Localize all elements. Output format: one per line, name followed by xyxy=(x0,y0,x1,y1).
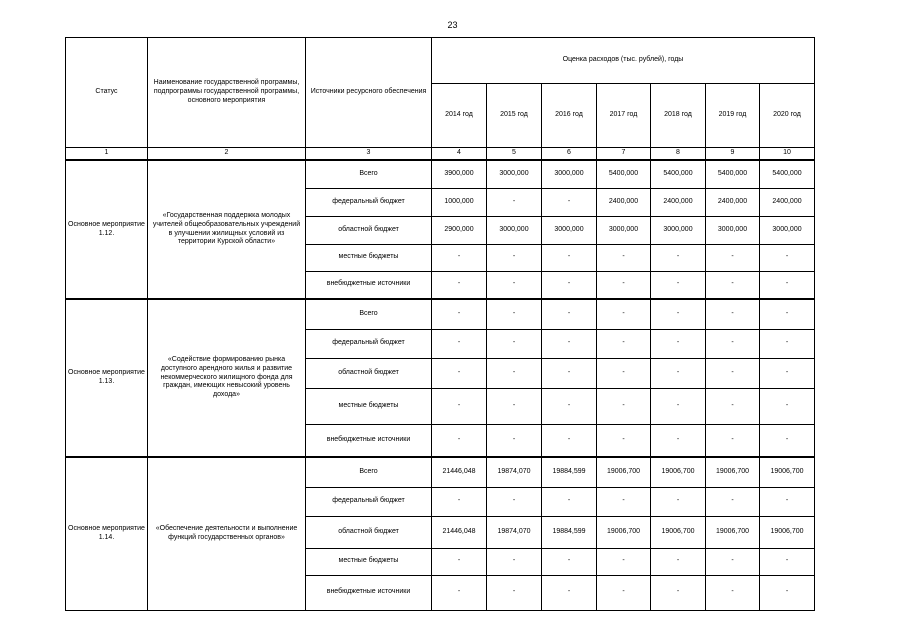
column-number: 5 xyxy=(487,148,542,161)
value-cell: - xyxy=(432,487,487,516)
value-cell: - xyxy=(487,424,542,457)
expenditure-table xyxy=(65,37,815,611)
value-cell: - xyxy=(432,424,487,457)
value-cell: - xyxy=(706,329,760,358)
value-cell: - xyxy=(760,548,815,575)
column-number: 10 xyxy=(760,148,815,161)
year-header: 2019 год xyxy=(706,84,760,148)
value-cell: 1000,000 xyxy=(432,188,487,216)
value-cell: - xyxy=(542,358,597,388)
value-cell: 19006,700 xyxy=(651,457,706,487)
value-cell: - xyxy=(706,271,760,299)
value-cell: 2400,000 xyxy=(706,188,760,216)
value-cell: 19884,599 xyxy=(542,457,597,487)
value-cell: 3000,000 xyxy=(651,216,706,244)
value-cell: 2400,000 xyxy=(651,188,706,216)
value-cell: - xyxy=(487,358,542,388)
value-cell: - xyxy=(706,244,760,271)
funding-source-cell: местные бюджеты xyxy=(306,388,432,424)
value-cell: - xyxy=(487,329,542,358)
value-cell: - xyxy=(597,244,651,271)
column-number: 9 xyxy=(706,148,760,161)
value-cell: - xyxy=(597,271,651,299)
value-cell: - xyxy=(432,271,487,299)
value-cell: 19874,070 xyxy=(487,516,542,548)
column-number: 2 xyxy=(148,148,306,161)
value-cell: - xyxy=(651,271,706,299)
value-cell: 5400,000 xyxy=(651,160,706,188)
table-row xyxy=(66,160,815,188)
value-cell: - xyxy=(542,424,597,457)
funding-source-cell: Всего xyxy=(306,457,432,487)
value-cell: - xyxy=(542,548,597,575)
value-cell: 2900,000 xyxy=(432,216,487,244)
value-cell: - xyxy=(487,388,542,424)
value-cell: - xyxy=(651,424,706,457)
table-row xyxy=(66,299,815,329)
value-cell: - xyxy=(597,487,651,516)
funding-source-cell: внебюджетные источники xyxy=(306,424,432,457)
funding-source-cell: Всего xyxy=(306,299,432,329)
value-cell: - xyxy=(651,388,706,424)
value-cell: - xyxy=(597,358,651,388)
value-cell: 19874,070 xyxy=(487,457,542,487)
value-cell: 3900,000 xyxy=(432,160,487,188)
value-cell: - xyxy=(706,548,760,575)
value-cell: - xyxy=(597,424,651,457)
column-number: 8 xyxy=(651,148,706,161)
value-cell: - xyxy=(487,548,542,575)
value-cell: - xyxy=(542,271,597,299)
value-cell: - xyxy=(597,299,651,329)
value-cell: 5400,000 xyxy=(597,160,651,188)
value-cell: 3000,000 xyxy=(706,216,760,244)
year-header: 2014 год xyxy=(432,84,487,148)
header-status: Статус xyxy=(66,38,148,148)
funding-source-cell: внебюджетные источники xyxy=(306,575,432,610)
measure-name-cell: «Государственная поддержка молодых учителей общеобразовательных учреждений в улучшении жилищных условий из территории Курской области» xyxy=(148,160,306,299)
value-cell: - xyxy=(542,188,597,216)
value-cell: - xyxy=(760,575,815,610)
value-cell: 5400,000 xyxy=(760,160,815,188)
value-cell: - xyxy=(432,575,487,610)
value-cell: - xyxy=(760,329,815,358)
value-cell: 19006,700 xyxy=(706,516,760,548)
value-cell: - xyxy=(651,329,706,358)
funding-source-cell: областной бюджет xyxy=(306,516,432,548)
value-cell: - xyxy=(597,575,651,610)
header-sources: Источники ресурсного обеспечения xyxy=(306,38,432,148)
value-cell: 21446,048 xyxy=(432,516,487,548)
year-header: 2017 год xyxy=(597,84,651,148)
funding-source-cell: федеральный бюджет xyxy=(306,188,432,216)
value-cell: - xyxy=(542,244,597,271)
value-cell: 19006,700 xyxy=(597,516,651,548)
value-cell: 21446,048 xyxy=(432,457,487,487)
value-cell: - xyxy=(487,188,542,216)
column-numbers-row xyxy=(66,148,815,161)
value-cell: - xyxy=(706,424,760,457)
column-number: 3 xyxy=(306,148,432,161)
value-cell: 19006,700 xyxy=(597,457,651,487)
measure-name-cell: «Обеспечение деятельности и выполнение функций государственных органов» xyxy=(148,457,306,610)
value-cell: 19006,700 xyxy=(706,457,760,487)
funding-source-cell: областной бюджет xyxy=(306,216,432,244)
value-cell: 3000,000 xyxy=(760,216,815,244)
value-cell: - xyxy=(706,575,760,610)
value-cell: - xyxy=(651,299,706,329)
value-cell: - xyxy=(542,487,597,516)
value-cell: 19006,700 xyxy=(651,516,706,548)
year-header: 2016 год xyxy=(542,84,597,148)
value-cell: 2400,000 xyxy=(597,188,651,216)
value-cell: - xyxy=(432,358,487,388)
value-cell: 3000,000 xyxy=(597,216,651,244)
value-cell: - xyxy=(542,329,597,358)
value-cell: 3000,000 xyxy=(487,216,542,244)
table-row xyxy=(66,457,815,487)
value-cell: - xyxy=(706,358,760,388)
value-cell: - xyxy=(432,548,487,575)
column-number: 1 xyxy=(66,148,148,161)
column-number: 6 xyxy=(542,148,597,161)
value-cell: - xyxy=(487,244,542,271)
value-cell: - xyxy=(542,575,597,610)
value-cell: - xyxy=(487,299,542,329)
page-number: 23 xyxy=(447,20,458,30)
value-cell: - xyxy=(432,299,487,329)
funding-source-cell: внебюджетные источники xyxy=(306,271,432,299)
value-cell: - xyxy=(706,388,760,424)
status-cell: Основное мероприятие 1.13. xyxy=(66,299,148,457)
value-cell: 19006,700 xyxy=(760,457,815,487)
header-estimate: Оценка расходов (тыс. рублей), годы xyxy=(432,38,815,84)
value-cell: - xyxy=(760,388,815,424)
value-cell: - xyxy=(651,487,706,516)
status-cell: Основное мероприятие 1.12. xyxy=(66,160,148,299)
funding-source-cell: областной бюджет xyxy=(306,358,432,388)
value-cell: - xyxy=(651,244,706,271)
value-cell: 3000,000 xyxy=(542,160,597,188)
year-header: 2020 год xyxy=(760,84,815,148)
value-cell: 3000,000 xyxy=(542,216,597,244)
value-cell: - xyxy=(542,299,597,329)
value-cell: - xyxy=(597,329,651,358)
value-cell: - xyxy=(597,548,651,575)
column-number: 4 xyxy=(432,148,487,161)
value-cell: 5400,000 xyxy=(706,160,760,188)
value-cell: - xyxy=(487,575,542,610)
value-cell: - xyxy=(760,487,815,516)
value-cell: 19006,700 xyxy=(760,516,815,548)
value-cell: - xyxy=(760,424,815,457)
value-cell: - xyxy=(542,388,597,424)
funding-source-cell: местные бюджеты xyxy=(306,244,432,271)
table-body xyxy=(66,160,815,610)
value-cell: - xyxy=(597,388,651,424)
measure-name-cell: «Содействие формированию рынка доступного арендного жилья и развитие некоммерческого жилищного фонда для граждан, имеющих невысокий уровень дохода» xyxy=(148,299,306,457)
value-cell: - xyxy=(487,487,542,516)
value-cell: - xyxy=(432,329,487,358)
value-cell: - xyxy=(760,299,815,329)
year-header: 2015 год xyxy=(487,84,542,148)
value-cell: - xyxy=(760,271,815,299)
status-cell: Основное мероприятие 1.14. xyxy=(66,457,148,610)
value-cell: - xyxy=(706,487,760,516)
funding-source-cell: местные бюджеты xyxy=(306,548,432,575)
value-cell: - xyxy=(651,575,706,610)
column-number: 7 xyxy=(597,148,651,161)
value-cell: 3000,000 xyxy=(487,160,542,188)
value-cell: - xyxy=(760,244,815,271)
value-cell: - xyxy=(760,358,815,388)
value-cell: - xyxy=(651,548,706,575)
header-name: Наименование государственной программы, подпрограммы государственной программы, основного мероприятия xyxy=(148,38,306,148)
year-header: 2018 год xyxy=(651,84,706,148)
funding-source-cell: Всего xyxy=(306,160,432,188)
value-cell: 19884,599 xyxy=(542,516,597,548)
funding-source-cell: федеральный бюджет xyxy=(306,329,432,358)
funding-source-cell: федеральный бюджет xyxy=(306,487,432,516)
value-cell: - xyxy=(706,299,760,329)
value-cell: - xyxy=(432,244,487,271)
value-cell: - xyxy=(487,271,542,299)
value-cell: 2400,000 xyxy=(760,188,815,216)
value-cell: - xyxy=(432,388,487,424)
value-cell: - xyxy=(651,358,706,388)
